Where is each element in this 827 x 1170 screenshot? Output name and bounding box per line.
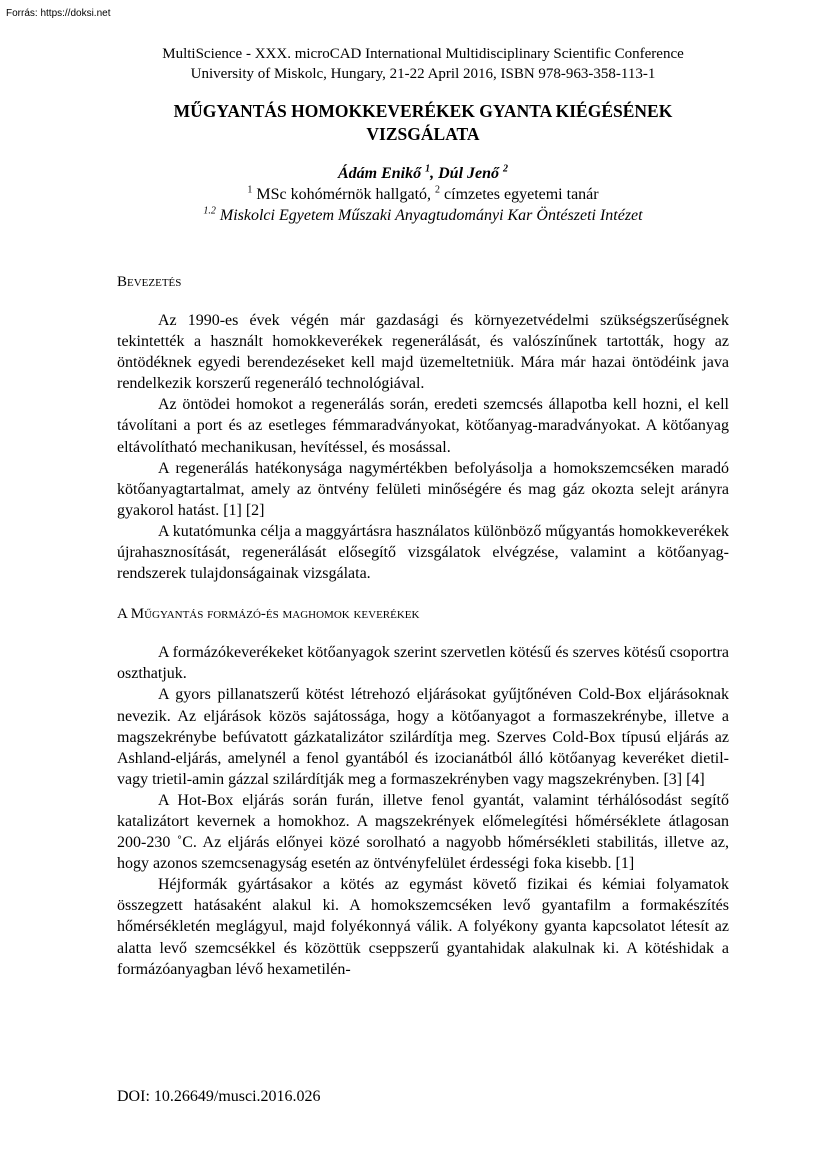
affiliation-role-1: MSc kohómérnök hallgató, [252,186,436,203]
section-body-resin-sand-mixtures [117,642,729,980]
paper-title-line-2: VIZSGÁLATA [366,124,480,144]
affiliation-line-1 [117,184,729,205]
paragraph: Héjformák gyártásakor a kötés az egymást követő fizikai és kémiai folyamatok összegzett hatásaként alakul ki. A homokszemcséken levő gyantafilm a formakészítés hőmérsékletén meglágyul, majd folyékonnyá válik. A folyékony gyanta kapcsolatot létesít az alatta levő szemcsékkel és közöttük cseppszerű gyantahidak alakulnak ki. A kötéshidak a formázóanyagban lévő hexametilén- [117,876,729,978]
author-2: Dúl Jenő [438,165,500,182]
affiliation-marker-institution: 1.2 [203,205,216,217]
affiliation-role-2: címzetes egyetemi tanár [440,186,599,203]
author-1: Ádám Enikő [337,165,422,182]
paper-title [117,100,729,146]
section-body-introduction [117,310,729,584]
paragraph: A gyors pillanatszerű kötést létrehozó eljárásokat gyűjtőnéven Cold-Box eljárásoknak nevezik. Az eljárások közös sajátossága, hogy a kötőanyagot a formaszekrénybe, illetve a magszekrénybe befúvatott gázkatalizátor szilárdítja meg. Szerves Cold-Box típusú eljárás az Ashland-eljárás, amelynél a fenol gyantából és izocianátból álló kötőanyag keveréket dietil- vagy trietil-amin gázzal szilárdítják meg a formaszekrényben vagy magszekrényben. [3] [4] [117,686,729,788]
affiliation-marker-1: 1 [247,184,253,196]
section-heading-introduction: Bevezetés [117,274,182,290]
doi-footer: DOI: 10.26649/musci.2016.026 [117,1088,321,1105]
conference-header-line-2: University of Miskolc, Hungary, 21-22 April 2016, ISBN 978-963-358-113-1 [190,66,656,82]
conference-header-line-1: MultiScience - XXX. microCAD International Multidisciplinary Scientific Conference [162,46,684,62]
source-note: Forrás: https://doksi.net [6,8,111,19]
paragraph: A Hot-Box eljárás során furán, illetve fenol gyantát, valamint térhálósodást segítő katalizátort kevernek a homokhoz. A magszekrények előmelegítési hőmérséklete átlagosan 200-230 ˚C. Az eljárás előnyei közé sorolható a nagyobb hőmérsékleti stabilitás, illetve az, hogy azonos szemcsenagyság esetén az öntvényfelület érdességi foka kisebb. [1] [117,791,729,873]
paper-title-line-1: MŰGYANTÁS HOMOKKEVERÉKEK GYANTA KIÉGÉSÉNEK [173,101,673,121]
affiliation-marker-2: 2 [435,184,441,196]
affiliation-institution: Miskolci Egyetem Műszaki Anyagtudományi Kar Öntészeti Intézet [215,207,643,224]
section-heading-resin-sand-mixtures: A Műgyantás formázó-és maghomok keverékek [117,606,420,623]
paragraph: A regenerálás hatékonysága nagymértékben befolyásolja a homokszemcséken maradó kötőanyagtartalmat, amely az öntvény felületi minőségére és mag gáz okozta selejt arányra gyakorol hatást. [1] [2] [117,459,729,519]
conference-header [117,44,729,84]
paragraph: A kutatómunka célja a maggyártásra használatos különböző műgyantás homokkeverékek újrahasznosítását, regenerálását elősegítő vizsgálatok elvégzése, valamint a kötőanyag-rendszerek tulajdonságainak vizsgálata. [117,522,729,583]
paragraph: Az öntödei homokot a regenerálás során, eredeti szemcsés állapotba kell hozni, el kell távolítani a port és az esetleges fémmaradványokat, kötőanyag-maradványokat. A kötőanyag eltávolítható mechanikusan, hevítéssel, és mosással. [117,396,729,456]
author-2-marker: 2 [503,163,509,175]
paragraph: Az 1990-es évek végén már gazdasági és környezetvédelmi szükségszerűségnek tekintették a használt homokkeverékek regenerálását, és valószínűnek tartották, hogy az öntödéknek egyedi berendezéseket kell majd üzemeltetniük. Mára már hazai öntödéink java rendelkezik korszerű regeneráló technológiával. [117,312,729,393]
author-1-marker: 1 [425,163,431,175]
paragraph: A formázókeverékeket kötőanyagok szerint szervetlen kötésű és szerves kötésű csoportra oszthatjuk. [117,644,729,683]
author-line [117,164,729,184]
affiliation-line-2 [117,205,729,226]
paper-page [117,44,729,980]
author-separator: , [430,165,439,182]
